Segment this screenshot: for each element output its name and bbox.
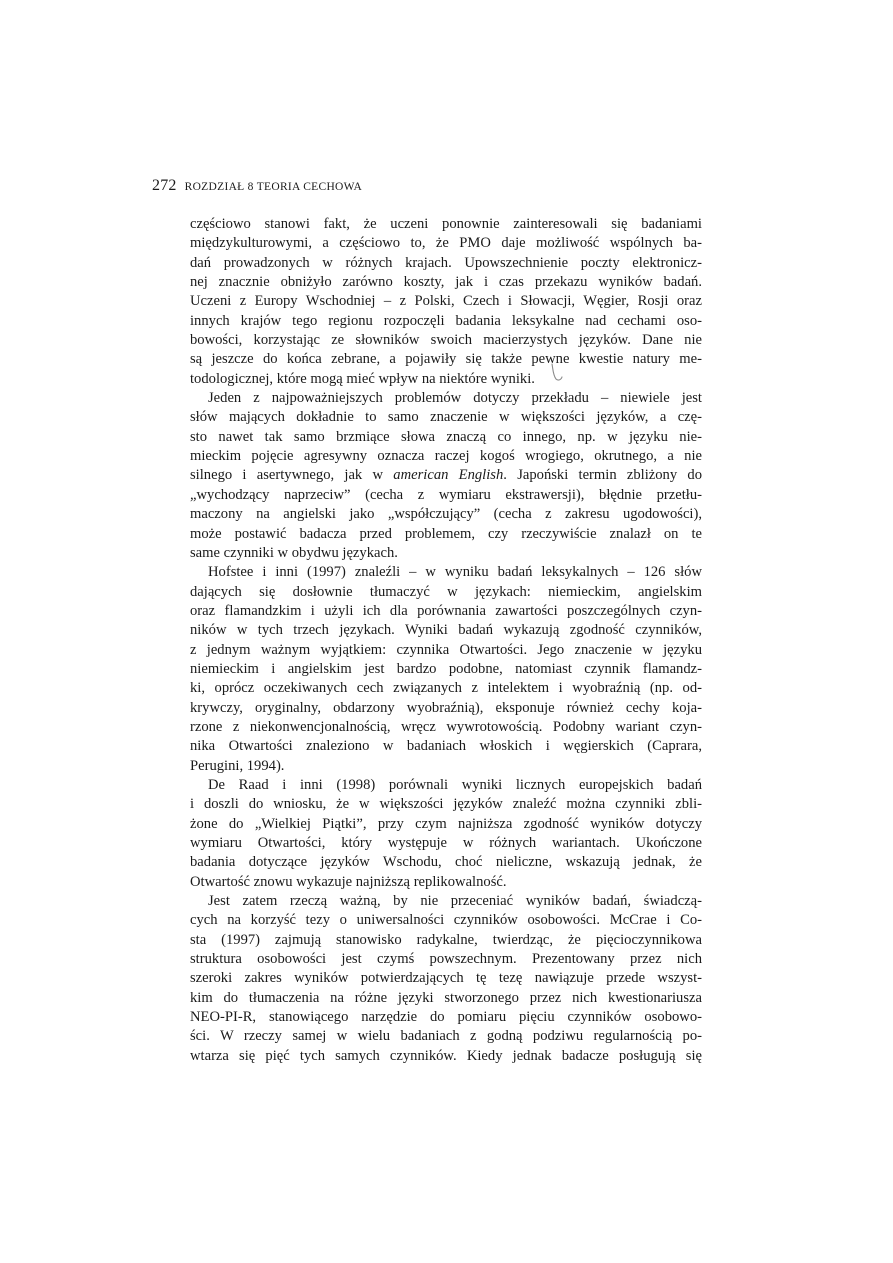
text-line: same czynniki w obydwu językach.	[190, 544, 398, 561]
text-line: kim do tłumaczenia na różne języki stworzonego przez nich kwestionariusza	[190, 989, 702, 1006]
text-line: międzykulturowymi, a częściowo to, że PMO daje możliwość wspólnych ba-	[190, 235, 702, 252]
text-line: todologicznej, które mogą mieć wpływ na niektóre wyniki.	[190, 370, 535, 387]
pencil-mark-icon	[550, 363, 564, 383]
text-line: bowości, korzystając ze słowników swoich macierzystych języków. Dane nie	[190, 332, 702, 349]
text-line: ników w tych trzech językach. Wyniki badań wykazują zgodność czynników,	[190, 622, 702, 639]
text-line: dających się dosłownie tłumaczyć w językach: niemieckim, angielskim	[190, 583, 702, 600]
text-line: Perugini, 1994).	[190, 757, 285, 774]
text-line: ki, oprócz oczekiwanych cech związanych z intelektem i wyobraźnią (np. od-	[190, 680, 702, 697]
page-number: 272	[152, 177, 177, 194]
text-line	[190, 466, 702, 485]
italic-term: american English	[393, 467, 504, 484]
running-head	[152, 177, 712, 197]
text-line: „wychodzący naprzeciw” (cecha z wymiaru ekstrawersji), błędnie przetłu-	[190, 486, 702, 503]
text-line: Jeden z najpoważniejszych problemów dotyczy przekładu – niewiele jest	[208, 390, 702, 407]
text-line: Otwartość znowu wykazuje najniższą replikowalność.	[190, 873, 507, 890]
text-line: i doszli do wniosku, że w większości języków znaleźć można czynniki zbli-	[190, 796, 702, 813]
text-run: silnego i asertywnego, jak w	[190, 467, 394, 484]
text-line: De Raad i inni (1998) porównali wyniki licznych europejskich badań	[208, 776, 702, 793]
text-line: niemieckim i angielskim jest bardzo podobne, natomiast czynnik flamandz-	[190, 660, 702, 677]
text-run: . Japoński termin zbliżony do	[503, 467, 702, 484]
text-line: ści. W rzeczy samej w wielu badaniach z godną podziwu regularnością po-	[190, 1028, 702, 1045]
chapter-title: ROZDZIAŁ 8 TEORIA CECHOWA	[184, 181, 363, 193]
text-line: nika Otwartości znaleziono w badaniach włoskich i węgierskich (Caprara,	[190, 738, 702, 755]
text-line: mieckim pojęcie agresywny oznacza raczej kogoś wrogiego, okrutnego, a nie	[190, 448, 702, 465]
text-line: wymiaru Otwartości, który występuje w różnych wariantach. Ukończone	[190, 835, 702, 851]
text-line: może postawić badacza przed problemem, czy rzeczywiście znalazł on te	[190, 525, 702, 542]
text-line: rzone z niekonwencjonalnością, wręcz wywrotowością. Podobny wariant czyn-	[190, 718, 702, 735]
text-line: innych krajów tego regionu rozpoczęli badania leksykalne nad cechami oso-	[190, 312, 702, 329]
text-line: NEO-PI-R, stanowiącego narzędzie do pomiaru pięciu czynników osobowo-	[190, 1009, 702, 1026]
text-line: szeroki zakres wyników potwierdzających tę tezę nawiązuje przede wszyst-	[190, 970, 702, 987]
text-line: krywczy, oryginalny, obdarzony wyobraźnią), eksponuje również cechy koja-	[190, 699, 702, 716]
text-line: cych na korzyść tezy o uniwersalności czynników osobowości. McCrae i Co-	[190, 912, 702, 929]
text-line: wtarza się pięć tych samych czynników. Kiedy jednak badacze posługują się	[190, 1047, 702, 1064]
text-line: nej znacznie obniżyło zarówno koszty, jak i czas przekazu wyników badań.	[190, 274, 702, 291]
text-line: Hofstee i inni (1997) znaleźli – w wyniku badań leksykalnych – 126 słów	[208, 564, 702, 581]
text-line: dań prowadzonych w różnych krajach. Upowszechnienie poczty elektronicz-	[190, 254, 702, 271]
text-line: żone do „Wielkiej Piątki”, przy czym najniższa zgodność wyników dotyczy	[190, 815, 702, 832]
text-line: Uczeni z Europy Wschodniej – z Polski, Czech i Słowacji, Węgier, Rosji oraz	[190, 293, 702, 310]
text-line: struktura osobowości jest czymś powszechnym. Prezentowany przez nich	[190, 951, 702, 968]
text-line: słów mających dokładnie to samo znaczenie w większości języków, a czę-	[190, 409, 702, 426]
text-line: częściowo stanowi fakt, że uczeni ponownie zainteresowali się badaniami	[190, 216, 702, 232]
text-line: badania dotyczące języków Wschodu, choć nieliczne, wskazują jednak, że	[190, 854, 702, 871]
text-line: oraz flamandzkim i użyli ich dla porównania zawartości poszczególnych czyn-	[190, 602, 702, 619]
text-line: z jednym ważnym wyjątkiem: czynnika Otwartości. Jego znaczenie w języku	[190, 641, 702, 658]
text-line: sta (1997) zajmują stanowisko radykalne, twierdząc, że pięcioczynnikowa	[190, 931, 702, 948]
text-line: maczony na angielski jako „współczujący” (cecha z zakresu ugodowości),	[190, 506, 702, 523]
text-line: Jest zatem rzeczą ważną, by nie przeceniać wyników badań, świadczą-	[208, 893, 702, 910]
body-text	[190, 215, 702, 1066]
text-line: są jeszcze do końca zebrane, a pojawiły się także pewne kwestie natury me-	[190, 351, 702, 368]
text-line: sto nawet tak samo brzmiące słowa znaczą co innego, np. w języku nie-	[190, 428, 702, 445]
